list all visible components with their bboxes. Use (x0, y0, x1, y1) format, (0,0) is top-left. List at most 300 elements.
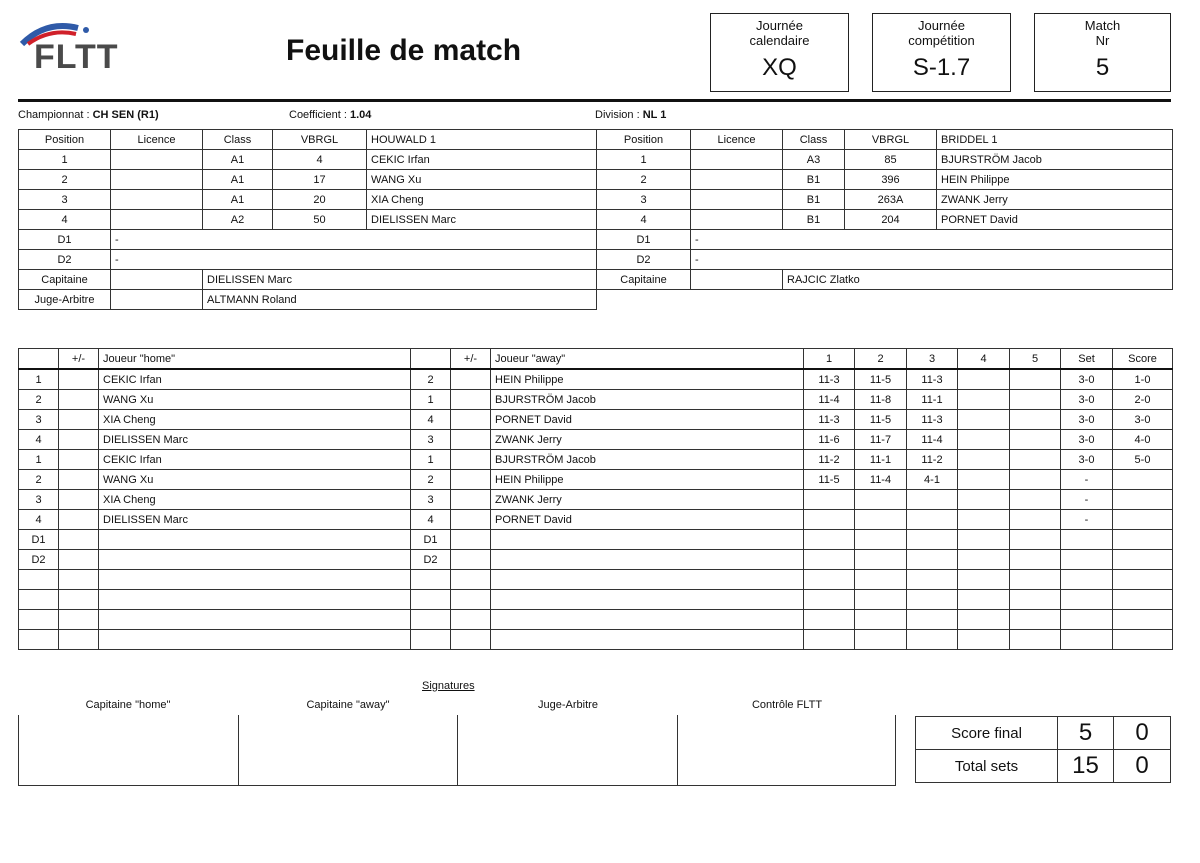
away-player-name: BJURSTRÖM Jacob (491, 450, 804, 470)
home-player-number (19, 570, 59, 590)
away-player-number (411, 610, 451, 630)
away-vbrgl: 204 (845, 210, 937, 230)
total-sets-row (916, 750, 1171, 783)
home-player-number: 1 (19, 450, 59, 470)
home-player-name: CEKIC Irfan (99, 450, 411, 470)
home-player-number: 2 (19, 470, 59, 490)
set-4-score (958, 410, 1010, 430)
set-3-score (907, 610, 958, 630)
set-2-score (855, 530, 907, 550)
running-score (1113, 630, 1173, 650)
away-player-name: BJURSTRÖM Jacob (491, 390, 804, 410)
home-plus-minus (59, 570, 99, 590)
set-1-score (804, 570, 855, 590)
away-vbrgl: 263A (845, 190, 937, 210)
away-player-number (411, 630, 451, 650)
home-player-number: 4 (19, 430, 59, 450)
final-score-table (915, 716, 1171, 783)
set-3-score: 11-3 (907, 369, 958, 390)
set-3-score (907, 570, 958, 590)
header-set-3: 3 (907, 349, 958, 370)
running-score: 3-0 (1113, 410, 1173, 430)
home-player-name: WANG Xu (99, 390, 411, 410)
set-4-score (958, 470, 1010, 490)
running-score (1113, 550, 1173, 570)
away-player-name: ZWANK Jerry (937, 190, 1173, 210)
away-player-number: 3 (411, 490, 451, 510)
away-plus-minus (451, 630, 491, 650)
away-plus-minus (451, 390, 491, 410)
set-2-score (855, 610, 907, 630)
away-double-value: - (691, 250, 1173, 270)
match-row (19, 490, 1173, 510)
header-score: Score (1113, 349, 1173, 370)
away-player-number: D2 (411, 550, 451, 570)
set-5-score (1010, 450, 1061, 470)
home-captain-name: DIELISSEN Marc (203, 270, 597, 290)
set-2-score: 11-8 (855, 390, 907, 410)
set-1-score (804, 550, 855, 570)
home-double-value: - (111, 250, 597, 270)
total-sets-away: 0 (1114, 750, 1171, 783)
away-plus-minus (451, 610, 491, 630)
home-player-number: 2 (19, 390, 59, 410)
set-5-score (1010, 390, 1061, 410)
away-player-number: D1 (411, 530, 451, 550)
away-player-name: PORNET David (491, 410, 804, 430)
box-label-2: calendaire (749, 33, 810, 48)
away-plus-minus (451, 490, 491, 510)
set-2-score (855, 510, 907, 530)
home-player-number: 1 (19, 369, 59, 390)
set-3-score (907, 550, 958, 570)
set-1-score (804, 490, 855, 510)
sets-result: 3-0 (1061, 369, 1113, 390)
set-4-score (958, 510, 1010, 530)
home-vbrgl: 20 (273, 190, 367, 210)
referee-row (19, 290, 1173, 310)
running-score (1113, 610, 1173, 630)
home-player-number: 3 (19, 490, 59, 510)
away-plus-minus (451, 570, 491, 590)
header-away-num (411, 349, 451, 370)
match-row (19, 610, 1173, 630)
home-player-number: D1 (19, 530, 59, 550)
sets-result: - (1061, 470, 1113, 490)
sets-result: - (1061, 490, 1113, 510)
away-licence (691, 210, 783, 230)
away-player-number: 1 (411, 390, 451, 410)
header-set-5: 5 (1010, 349, 1061, 370)
away-licence (691, 150, 783, 170)
set-3-score (907, 590, 958, 610)
away-player-name: HEIN Philippe (937, 170, 1173, 190)
set-3-score: 11-2 (907, 450, 958, 470)
set-1-score: 11-6 (804, 430, 855, 450)
info-line (18, 109, 1171, 125)
set-3-score: 11-3 (907, 410, 958, 430)
empty-cell (597, 290, 1173, 310)
home-plus-minus (59, 490, 99, 510)
away-class: B1 (783, 170, 845, 190)
header-set-1: 1 (804, 349, 855, 370)
away-player-name: ZWANK Jerry (491, 430, 804, 450)
away-pos: 3 (597, 190, 691, 210)
set-2-score (855, 570, 907, 590)
away-plus-minus (451, 410, 491, 430)
home-plus-minus (59, 530, 99, 550)
away-class: A3 (783, 150, 845, 170)
away-pos: 1 (597, 150, 691, 170)
home-class: A1 (203, 170, 273, 190)
running-score (1113, 510, 1173, 530)
set-1-score (804, 630, 855, 650)
sets-result: 3-0 (1061, 430, 1113, 450)
set-2-score: 11-5 (855, 369, 907, 390)
double-label: D1 (597, 230, 691, 250)
away-licence (691, 170, 783, 190)
set-2-score (855, 490, 907, 510)
set-5-score (1010, 590, 1061, 610)
captain-row (19, 270, 1173, 290)
sig-away-captain-label: Capitaine "away" (306, 699, 390, 711)
col-class: Class (203, 130, 273, 150)
box-label-1: Journée (918, 18, 965, 33)
header-plus-minus: +/- (59, 349, 99, 370)
sig-box-control[interactable] (677, 715, 896, 786)
lineup-row (19, 190, 1173, 210)
set-4-score (958, 610, 1010, 630)
home-player-name: CEKIC Irfan (99, 369, 411, 390)
header-divider (18, 99, 1171, 102)
signatures-area (18, 699, 896, 787)
coefficient-field: Coefficient : 1.04 (289, 109, 372, 121)
away-double-value: - (691, 230, 1173, 250)
page-title: Feuille de match (286, 34, 522, 67)
set-5-score (1010, 510, 1061, 530)
box-value: 5 (1095, 54, 1110, 81)
referee-label: Juge-Arbitre (19, 290, 111, 310)
away-player-number (411, 590, 451, 610)
journee-calendaire-box (710, 13, 849, 92)
championnat-field: Championnat : CH SEN (R1) (18, 109, 159, 121)
away-player-name (491, 590, 804, 610)
sets-result (1061, 630, 1113, 650)
set-1-score: 11-2 (804, 450, 855, 470)
col-position: Position (19, 130, 111, 150)
match-row (19, 369, 1173, 390)
set-4-score (958, 490, 1010, 510)
match-row (19, 390, 1173, 410)
sig-box-home[interactable] (18, 715, 239, 786)
doubles-row (19, 230, 1173, 250)
away-player-name (491, 550, 804, 570)
away-player-number: 4 (411, 510, 451, 530)
captain-label: Capitaine (19, 270, 111, 290)
match-row (19, 590, 1173, 610)
home-player-name (99, 570, 411, 590)
away-player-name: ZWANK Jerry (491, 490, 804, 510)
set-4-score (958, 630, 1010, 650)
sets-result: - (1061, 510, 1113, 530)
home-pos: 2 (19, 170, 111, 190)
set-4-score (958, 430, 1010, 450)
home-licence (111, 150, 203, 170)
home-player-name: XIA Cheng (99, 490, 411, 510)
away-class: B1 (783, 210, 845, 230)
total-sets-home: 15 (1058, 750, 1114, 783)
home-player-name (99, 630, 411, 650)
home-plus-minus (59, 610, 99, 630)
running-score (1113, 530, 1173, 550)
home-double-value: - (111, 230, 597, 250)
running-score: 4-0 (1113, 430, 1173, 450)
sig-control-label: Contrôle FLTT (751, 699, 823, 711)
away-plus-minus (451, 530, 491, 550)
header-home-num (19, 349, 59, 370)
set-5-score (1010, 530, 1061, 550)
match-number-box (1034, 13, 1171, 92)
home-class: A1 (203, 150, 273, 170)
match-row (19, 570, 1173, 590)
set-3-score (907, 530, 958, 550)
home-player-name (99, 610, 411, 630)
header-sets: Set (1061, 349, 1113, 370)
col-position: Position (597, 130, 691, 150)
home-plus-minus (59, 410, 99, 430)
home-plus-minus (59, 510, 99, 530)
double-label: D2 (19, 250, 111, 270)
home-vbrgl: 50 (273, 210, 367, 230)
match-row (19, 550, 1173, 570)
sig-box-away[interactable] (237, 715, 458, 786)
home-player-name (99, 530, 411, 550)
set-1-score (804, 610, 855, 630)
score-final-away: 0 (1114, 717, 1171, 750)
away-licence (691, 190, 783, 210)
match-header-row (19, 349, 1173, 370)
double-label: D1 (19, 230, 111, 250)
home-class: A2 (203, 210, 273, 230)
sets-result: 3-0 (1061, 390, 1113, 410)
home-player-name: CEKIC Irfan (367, 150, 597, 170)
set-5-score (1010, 550, 1061, 570)
set-3-score (907, 630, 958, 650)
home-class: A1 (203, 190, 273, 210)
set-5-score (1010, 630, 1061, 650)
set-3-score: 11-4 (907, 430, 958, 450)
away-captain-name: RAJCIC Zlatko (783, 270, 1173, 290)
referee-name: ALTMANN Roland (203, 290, 597, 310)
match-results-table (18, 348, 1173, 650)
header-away-player: Joueur "away" (491, 349, 804, 370)
set-4-score (958, 369, 1010, 390)
captain-label: Capitaine (597, 270, 691, 290)
score-final-label: Score final (916, 717, 1058, 750)
match-row (19, 410, 1173, 430)
away-player-number: 2 (411, 470, 451, 490)
running-score: 1-0 (1113, 369, 1173, 390)
running-score (1113, 570, 1173, 590)
set-4-score (958, 530, 1010, 550)
home-player-name: XIA Cheng (367, 190, 597, 210)
box-label-1: Journée (756, 18, 803, 33)
header-plus-minus: +/- (451, 349, 491, 370)
set-1-score: 11-3 (804, 369, 855, 390)
home-pos: 3 (19, 190, 111, 210)
set-2-score: 11-1 (855, 450, 907, 470)
box-label-2: Nr (1095, 33, 1110, 48)
home-plus-minus (59, 550, 99, 570)
set-4-score (958, 550, 1010, 570)
set-2-score (855, 550, 907, 570)
match-row (19, 630, 1173, 650)
sets-result: 3-0 (1061, 410, 1113, 430)
running-score (1113, 590, 1173, 610)
match-row (19, 430, 1173, 450)
lineup-header-row (19, 130, 1173, 150)
home-player-number: 4 (19, 510, 59, 530)
sets-result (1061, 550, 1113, 570)
header-set-2: 2 (855, 349, 907, 370)
running-score: 2-0 (1113, 390, 1173, 410)
home-plus-minus (59, 390, 99, 410)
double-label: D2 (597, 250, 691, 270)
away-pos: 4 (597, 210, 691, 230)
match-body (19, 369, 1173, 650)
set-4-score (958, 570, 1010, 590)
away-plus-minus (451, 590, 491, 610)
away-player-name: HEIN Philippe (491, 369, 804, 390)
home-player-name: DIELISSEN Marc (367, 210, 597, 230)
lineup-row (19, 210, 1173, 230)
home-licence (111, 190, 203, 210)
home-plus-minus (59, 450, 99, 470)
match-row (19, 450, 1173, 470)
home-team-name: HOUWALD 1 (367, 130, 597, 150)
home-plus-minus (59, 630, 99, 650)
away-player-name (491, 630, 804, 650)
home-pos: 1 (19, 150, 111, 170)
set-4-score (958, 390, 1010, 410)
sig-referee-label: Juge-Arbitre (538, 699, 598, 711)
set-2-score (855, 630, 907, 650)
away-player-name (491, 570, 804, 590)
home-licence (111, 170, 203, 190)
away-class: B1 (783, 190, 845, 210)
set-5-score (1010, 470, 1061, 490)
away-player-number (411, 570, 451, 590)
set-2-score: 11-5 (855, 410, 907, 430)
sets-result (1061, 530, 1113, 550)
score-final-home: 5 (1058, 717, 1114, 750)
away-captain-licence (691, 270, 783, 290)
away-pos: 2 (597, 170, 691, 190)
away-vbrgl: 396 (845, 170, 937, 190)
home-player-name: XIA Cheng (99, 410, 411, 430)
running-score: 5-0 (1113, 450, 1173, 470)
away-team-name: BRIDDEL 1 (937, 130, 1173, 150)
away-player-number: 1 (411, 450, 451, 470)
set-5-score (1010, 430, 1061, 450)
home-player-name (99, 590, 411, 610)
header-home-player: Joueur "home" (99, 349, 411, 370)
away-plus-minus (451, 450, 491, 470)
away-player-name: HEIN Philippe (491, 470, 804, 490)
box-value: XQ (762, 54, 797, 81)
set-2-score: 11-7 (855, 430, 907, 450)
set-5-score (1010, 610, 1061, 630)
match-row (19, 530, 1173, 550)
home-player-number: 3 (19, 410, 59, 430)
set-3-score: 4-1 (907, 470, 958, 490)
home-player-name: WANG Xu (99, 470, 411, 490)
home-player-name (99, 550, 411, 570)
sets-result (1061, 610, 1113, 630)
signatures-title: Signatures (422, 680, 475, 692)
set-2-score: 11-4 (855, 470, 907, 490)
home-plus-minus (59, 430, 99, 450)
lineup-row (19, 170, 1173, 190)
away-player-name: PORNET David (491, 510, 804, 530)
fltt-logo (18, 14, 128, 76)
home-pos: 4 (19, 210, 111, 230)
away-plus-minus (451, 510, 491, 530)
set-1-score (804, 510, 855, 530)
away-player-number: 3 (411, 430, 451, 450)
set-5-score (1010, 410, 1061, 430)
col-vbrgl: VBRGL (845, 130, 937, 150)
total-sets-label: Total sets (916, 750, 1058, 783)
col-licence: Licence (691, 130, 783, 150)
logo-text: FLTT (34, 38, 119, 76)
home-licence (111, 210, 203, 230)
away-plus-minus (451, 430, 491, 450)
home-vbrgl: 4 (273, 150, 367, 170)
sets-result (1061, 570, 1113, 590)
set-5-score (1010, 369, 1061, 390)
away-player-name: BJURSTRÖM Jacob (937, 150, 1173, 170)
sig-box-referee[interactable] (457, 715, 678, 786)
home-player-number: D2 (19, 550, 59, 570)
set-1-score: 11-5 (804, 470, 855, 490)
score-final-row (916, 717, 1171, 750)
home-player-number (19, 610, 59, 630)
col-licence: Licence (111, 130, 203, 150)
home-player-name: DIELISSEN Marc (99, 510, 411, 530)
away-player-name (491, 530, 804, 550)
set-4-score (958, 590, 1010, 610)
sets-result (1061, 590, 1113, 610)
sets-result: 3-0 (1061, 450, 1113, 470)
set-3-score (907, 510, 958, 530)
away-player-name: PORNET David (937, 210, 1173, 230)
set-5-score (1010, 570, 1061, 590)
home-player-name: WANG Xu (367, 170, 597, 190)
running-score (1113, 490, 1173, 510)
running-score (1113, 470, 1173, 490)
lineup-table (18, 129, 1173, 310)
division-field: Division : NL 1 (595, 109, 667, 121)
away-plus-minus (451, 470, 491, 490)
journee-competition-box (872, 13, 1011, 92)
home-player-name: DIELISSEN Marc (99, 430, 411, 450)
set-1-score: 11-3 (804, 410, 855, 430)
home-plus-minus (59, 369, 99, 390)
match-row (19, 510, 1173, 530)
lineup-row (19, 150, 1173, 170)
set-1-score (804, 530, 855, 550)
